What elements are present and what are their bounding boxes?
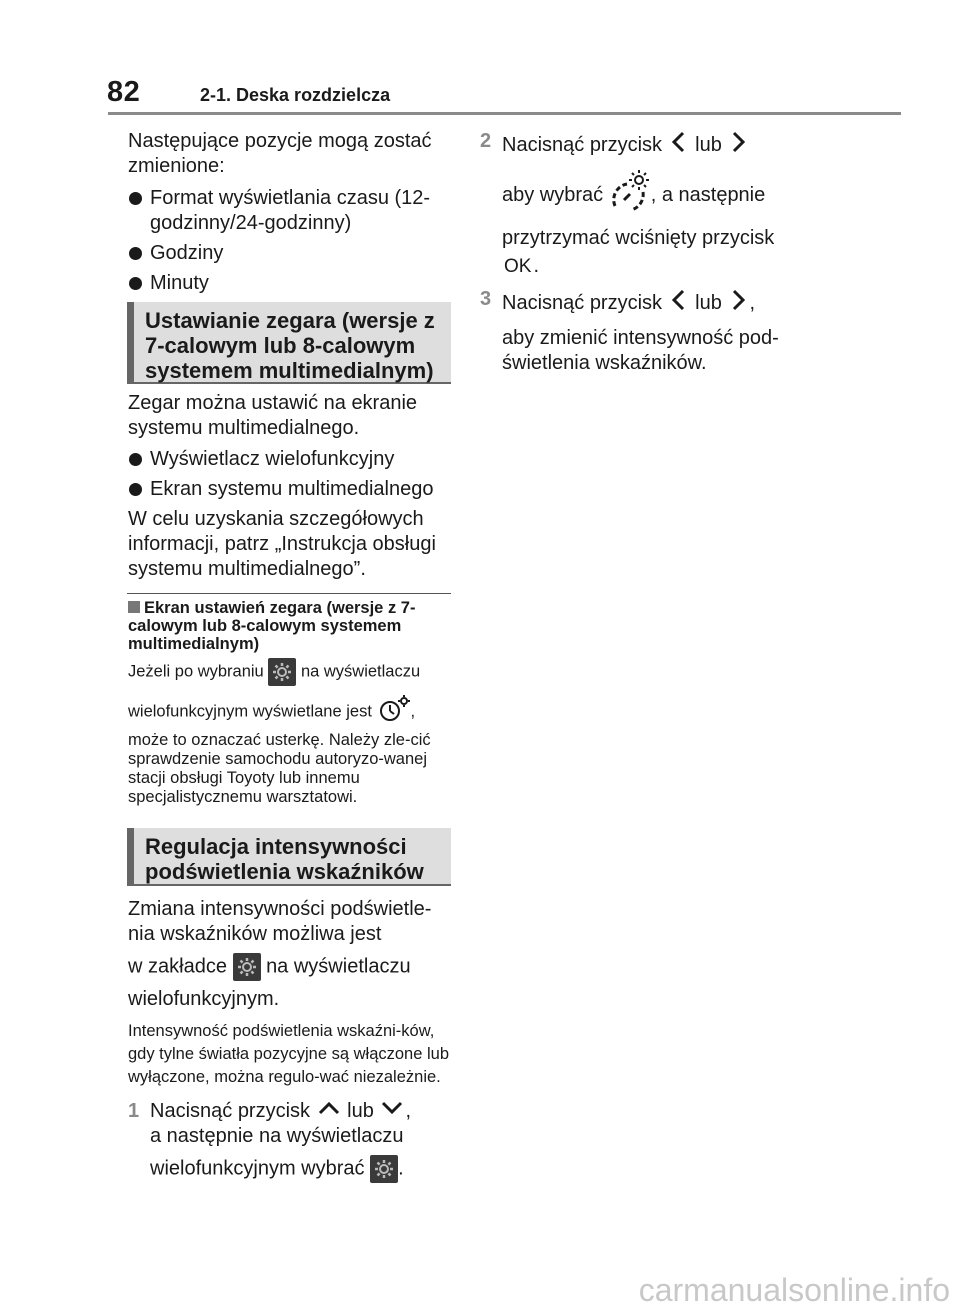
bullet-item: Godziny xyxy=(128,241,453,266)
step-1-line-2: a następnie na wyświetlaczu xyxy=(150,1125,404,1148)
subsection-heading: Ekran ustawień zegara (wersje z 7-calowym lub 8-calowym systemem multimedialnym) xyxy=(128,599,416,653)
step-3: 3 Nacisnąć przycisk lub , aby zmienić intensywność pod-świetlenia wskaźników. xyxy=(480,287,810,376)
gear-icon xyxy=(370,1155,398,1183)
step-2-line-4: OK . xyxy=(504,255,540,277)
gear-icon xyxy=(233,953,261,981)
ok-button-symbol: OK xyxy=(504,256,532,277)
intro-text: Następujące pozycje mogą zostać zmienione: xyxy=(128,130,432,177)
clock-settings-icon xyxy=(377,695,411,729)
chevron-up-icon xyxy=(316,1099,342,1124)
chevron-left-icon xyxy=(668,287,690,320)
note-line-2: wielofunkcyjnym wyświetlane jest , xyxy=(128,695,453,729)
step-number: 3 xyxy=(480,288,492,310)
chevron-down-icon xyxy=(379,1099,405,1124)
left-column-top xyxy=(128,129,453,296)
note-line-1: Jeżeli po wybraniu na wyświetlaczu xyxy=(128,658,453,686)
illumination-text-end: wielofunkcyjnym. xyxy=(128,988,280,1010)
step-number: 1 xyxy=(128,1100,140,1122)
bullet-item: Ekran systemu multimedialnego xyxy=(128,477,453,502)
subsection-clock-screen xyxy=(128,599,453,807)
illumination-text: Zmiana intensywności podświetle-nia wskaźników możliwa jest xyxy=(128,898,432,945)
heading-clock: Ustawianie zegara (wersje z 7-calowym lub 8-calowym systemem multimedialnym) xyxy=(145,308,435,383)
step-1: 1 Nacisnąć przycisk lub , a następnie na wyświetlaczu wielofunkcyjnym wybrać . xyxy=(128,1099,453,1183)
gear-icon xyxy=(268,658,296,686)
bullet-item: Minuty xyxy=(128,271,453,296)
chevron-left-icon xyxy=(668,129,690,162)
header-rule xyxy=(108,112,901,115)
step-2-line-2: aby wybrać , a następnie xyxy=(502,170,810,221)
heading-illumination: Regulacja intensywności podświetlenia wskaźników xyxy=(145,834,424,884)
section-title: 2-1. Deska rozdzielcza xyxy=(200,85,391,105)
bullet-item: Wyświetlacz wielofunkcyjny xyxy=(128,447,453,472)
clock-text: Zegar można ustawić na ekranie systemu multimedialnego. xyxy=(128,392,418,439)
right-column xyxy=(480,129,810,376)
illumination-note: Intensywność podświetlenia wskaźni-ków, gdy tylne światła pozycyjne są włączone lub wyłączone, można regulo-wać niezależnie. xyxy=(128,1022,450,1086)
watermark: carmanualsonline.info xyxy=(638,1272,950,1308)
subsection-rule xyxy=(127,593,451,594)
heading-band-illumination xyxy=(127,828,451,886)
square-marker-icon xyxy=(128,601,140,613)
chevron-right-icon xyxy=(727,287,749,320)
illumination-gauge-icon xyxy=(609,170,651,221)
page-number: 82 xyxy=(107,76,141,108)
note-warning: może to oznaczać usterkę. Należy zle-cić sprawdzenie samochodu autoryzo-wanej stacji obsługi Toyoty lub innemu specjalistycznemu warsztatowi. xyxy=(128,731,431,806)
left-column-clock xyxy=(128,391,453,582)
step-1-line-3: wielofunkcyjnym wybrać . xyxy=(150,1155,453,1183)
illumination-line: w zakładce na wyświetlaczu xyxy=(128,953,453,981)
step-2: 2 Nacisnąć przycisk lub aby wybrać , a następnie przytrzymać wciśnięty przycisk OK . xyxy=(480,129,810,279)
left-column-illumination xyxy=(128,897,453,1183)
chevron-right-icon xyxy=(727,129,749,162)
step-2-line-3: przytrzymać wciśnięty przycisk xyxy=(502,227,775,249)
reference-text: W celu uzyskania szczegółowych informacji, patrz „Instrukcja obsługi systemu multimedialnego”. xyxy=(128,508,436,580)
heading-band-clock xyxy=(127,302,451,384)
bullet-item: Format wyświetlania czasu (12-godzinny/24-godzinny) xyxy=(128,186,453,236)
step-3-text: aby zmienić intensywność pod-świetlenia wskaźników. xyxy=(502,327,779,374)
step-number: 2 xyxy=(480,130,492,152)
